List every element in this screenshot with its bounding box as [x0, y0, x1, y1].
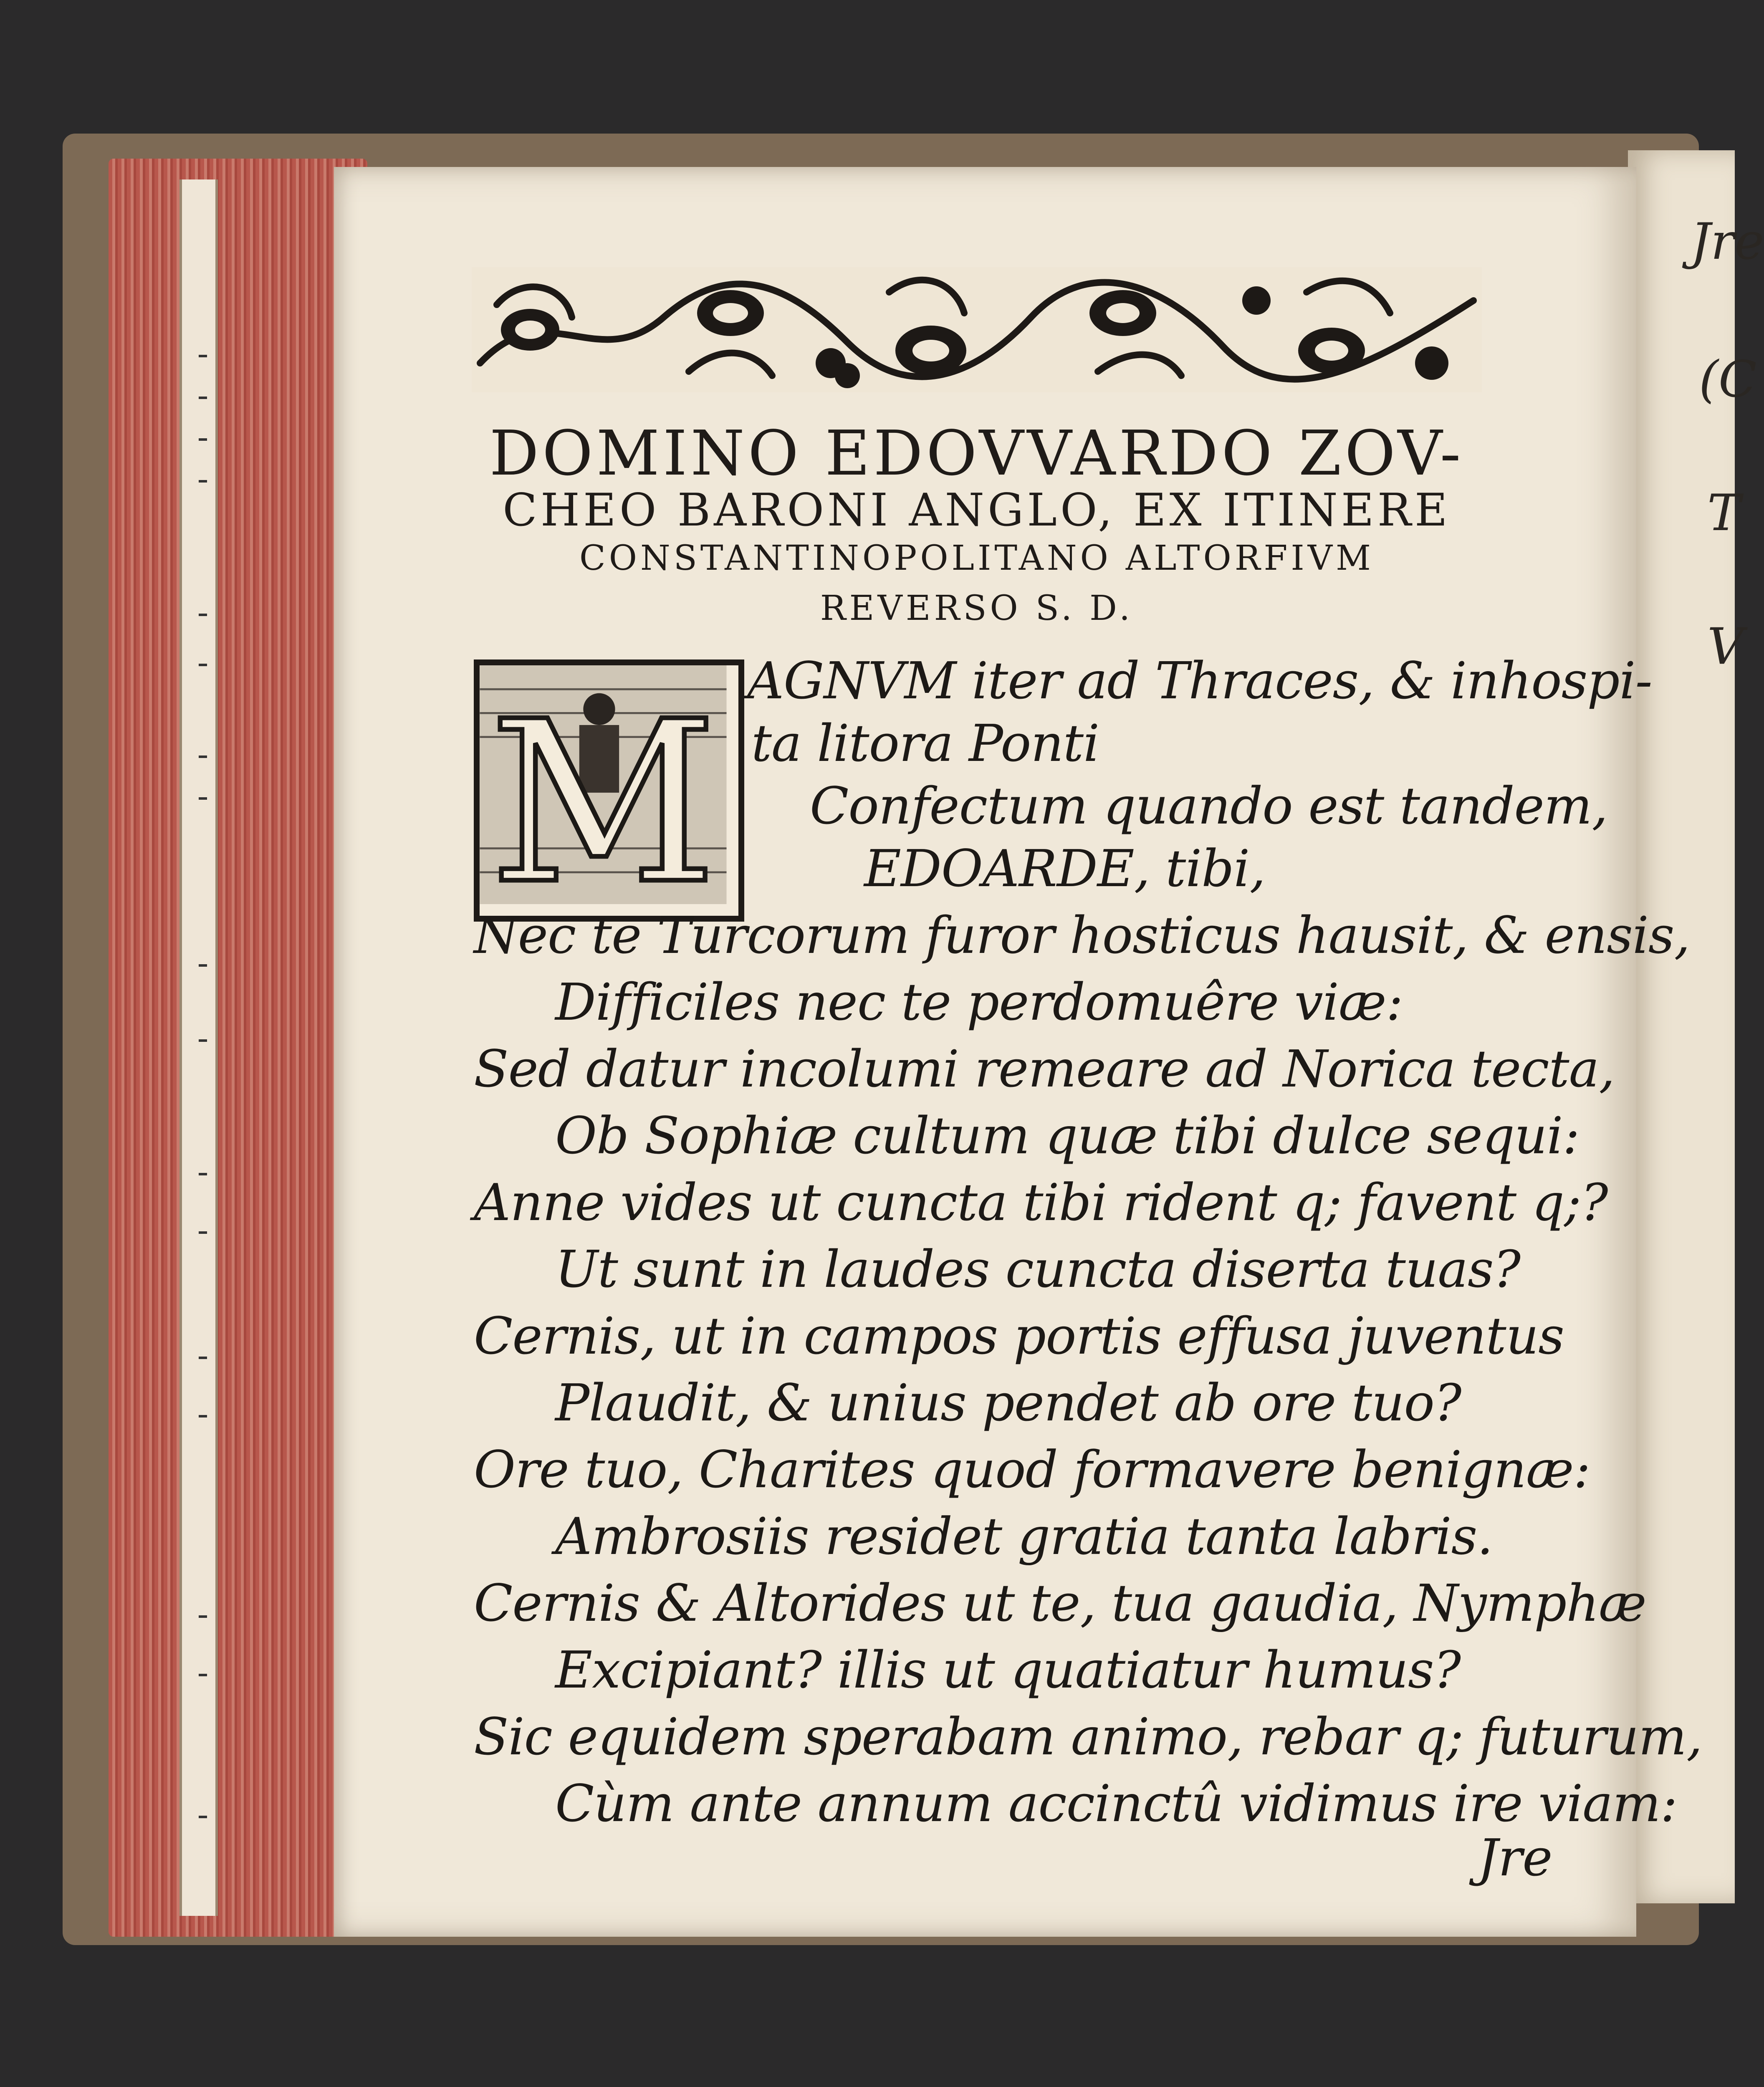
- verse-line: Cernis & Altorides ut te, tua gaudia, Nymphæ: [474, 1574, 1646, 1633]
- heading-line-4: REVERSO S. D.: [820, 589, 1134, 628]
- facing-text: (C: [1699, 351, 1757, 409]
- verse-line: Sic equidem sperabam animo, rebar q; futurum,: [474, 1707, 1702, 1766]
- verse-line: Ore tuo, Charites quod formavere benignæ:: [474, 1440, 1590, 1499]
- heading-line-1: DOMINO EDOVVARDO ZOV-: [489, 417, 1464, 489]
- verse-line: EDOARDE, tibi,: [864, 839, 1266, 898]
- heading-line-2: CHEO BARONI ANGLO, EX ITINERE: [503, 484, 1451, 536]
- facing-text: Jre: [1691, 213, 1764, 271]
- verse-line: Ambrosiis residet gratia tanta labris.: [555, 1507, 1493, 1566]
- verse-line: Cernis, ut in campos portis effusa juventus: [474, 1306, 1564, 1366]
- verse-line: AGNVM iter ad Thraces, & inhospi-: [747, 651, 1652, 710]
- facing-page-edge: [1628, 150, 1764, 1903]
- heading-line-3: CONSTANTINOPOLITANO ALTORFIVM: [579, 538, 1374, 578]
- verse-line: Cùm ante annum accinctû vidimus ire viam:: [555, 1774, 1677, 1833]
- verse-line: Sed datur incolumi remeare ad Norica tecta,: [474, 1039, 1615, 1099]
- ornamental-headpiece: [472, 267, 1482, 392]
- page-edges: [109, 159, 367, 1937]
- facing-text: T: [1707, 484, 1741, 542]
- verse-line: ta litora Ponti: [751, 714, 1099, 773]
- initial-woodcut: [480, 665, 727, 933]
- catchword: Jre: [1478, 1828, 1553, 1887]
- verse-line: Excipiant? illis ut quatiatur humus?: [555, 1640, 1461, 1700]
- verse-line: Difficiles nec te perdomuêre viæ:: [555, 973, 1403, 1032]
- verse-line: Nec te Turcorum furor hosticus hausit, & ensis,: [474, 906, 1690, 965]
- verse-line: Anne vides ut cuncta tibi rident q; favent q;?: [474, 1173, 1608, 1232]
- decorated-initial: [474, 659, 744, 933]
- verse-line: Ob Sophiæ cultum quæ tibi dulce sequi:: [555, 1106, 1580, 1165]
- initial-glyph: M: [489, 673, 718, 933]
- verse-line: Plaudit, & unius pendet ab ore tuo?: [555, 1373, 1461, 1433]
- verse-line: Confectum quando est tandem,: [810, 776, 1608, 836]
- verse-line: Ut sunt in laudes cuncta diserta tuas?: [555, 1240, 1521, 1299]
- facing-text: V: [1707, 618, 1744, 676]
- ruler-strip: [179, 179, 218, 1916]
